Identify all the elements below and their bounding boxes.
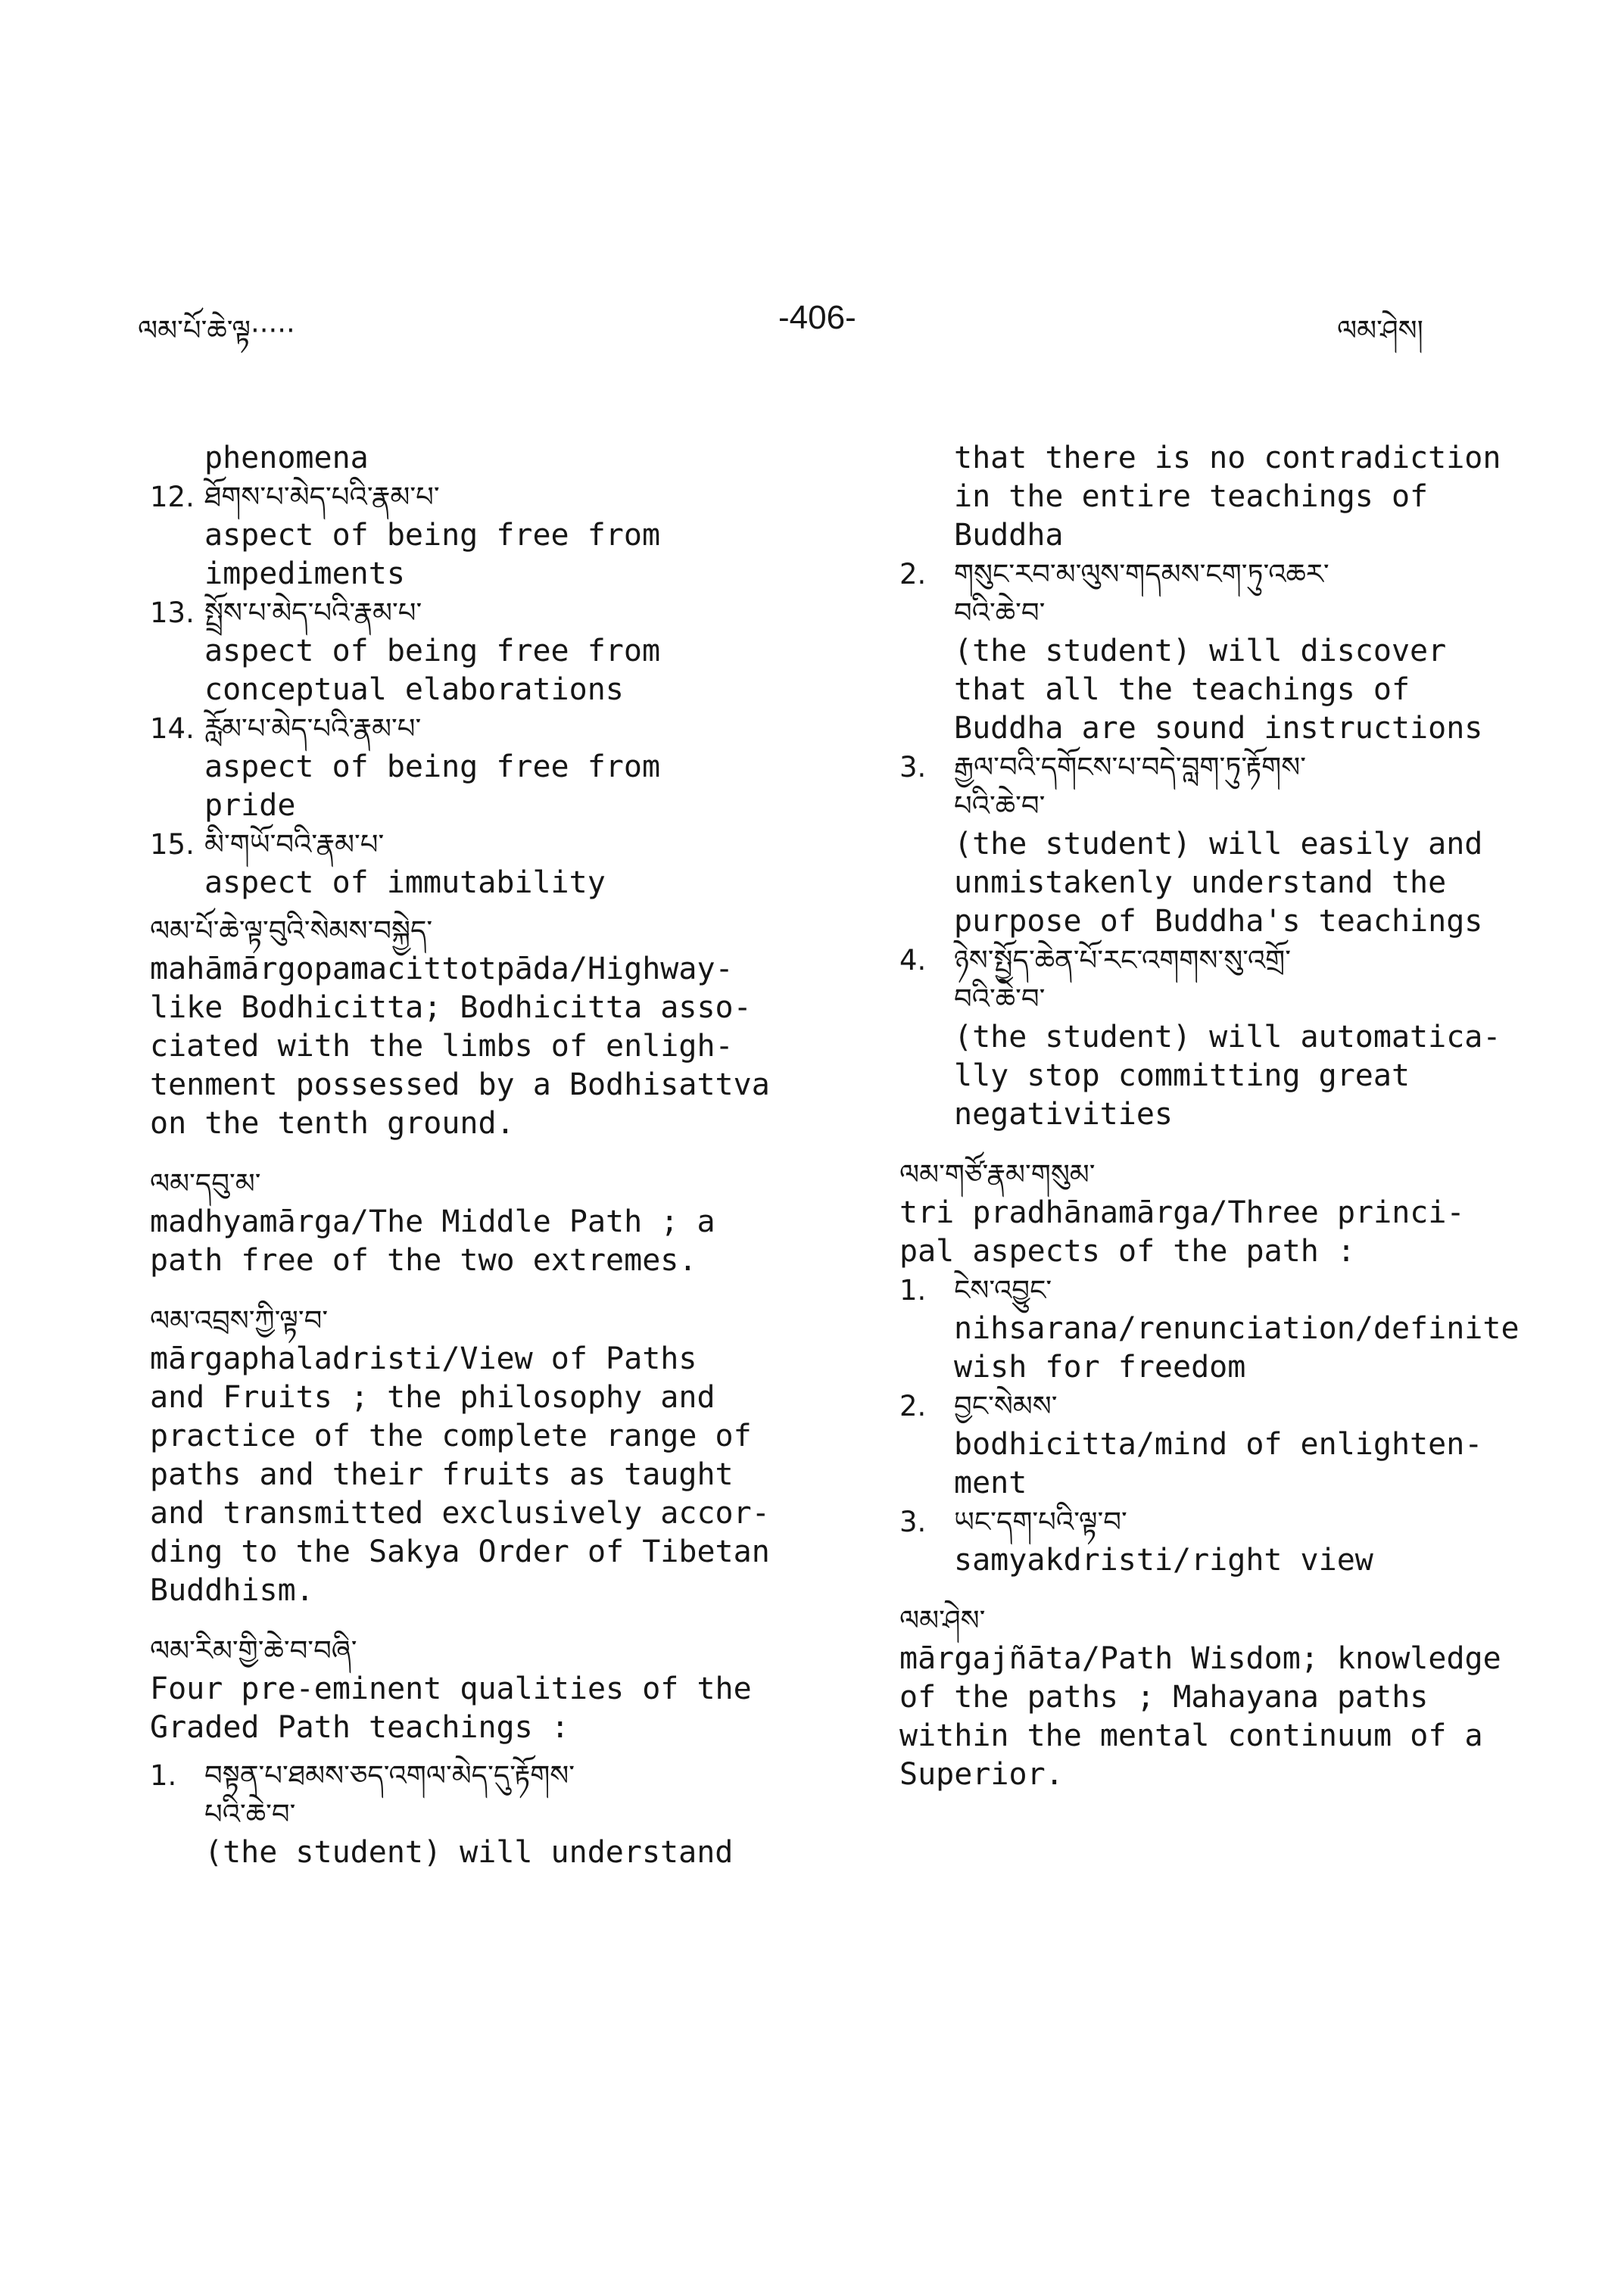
item-number: 12. bbox=[150, 481, 195, 513]
definition: Buddha are sound instructions bbox=[954, 711, 1483, 746]
definition: negativities bbox=[954, 1097, 1173, 1132]
list-item bbox=[150, 594, 831, 709]
definition: mārgajñāta/Path Wisdom; knowledge bbox=[899, 1641, 1501, 1676]
tibetan-term: ཉེས་སྤྱོད་ཆེན་པོ་རང་འགགས་སུ་འགྲོ་ bbox=[954, 944, 1291, 977]
tibetan-term: བྱང་སེམས་ bbox=[954, 1390, 1058, 1422]
list-item bbox=[899, 1503, 1566, 1580]
tibetan-term: ཐོགས་པ་མེད་པའི་རྣམ་པ་ bbox=[204, 481, 440, 513]
item-number: 13. bbox=[150, 597, 195, 629]
dictionary-entry bbox=[150, 1301, 831, 1610]
definition: Four pre-eminent qualities of the bbox=[150, 1671, 752, 1706]
tibetan-headword: ལམ་དབུ་མ་ bbox=[150, 1167, 261, 1200]
definition: (the student) will discover bbox=[954, 634, 1447, 668]
tibetan-term: ཡང་དག་པའི་ལྟ་བ་ bbox=[954, 1506, 1127, 1538]
dictionary-entry bbox=[150, 1631, 831, 1872]
tibetan-headword: ལམ་པོ་ཆེ་ལྟ་བུའི་སེམས་བསྐྱེད་ bbox=[150, 914, 433, 947]
tibetan-term: བའི་ཆེ་བ་ bbox=[954, 597, 1046, 629]
definition: and Fruits ; the philosophy and bbox=[150, 1380, 715, 1415]
item-number: 1. bbox=[899, 1274, 927, 1307]
item-number: 2. bbox=[899, 1390, 927, 1422]
list-item bbox=[899, 1271, 1566, 1387]
definition: mahāmārgopamacittotpāda/Highway- bbox=[150, 952, 734, 986]
list-item bbox=[150, 709, 831, 825]
item-number: 1. bbox=[150, 1759, 177, 1792]
definition: aspect of being free from bbox=[204, 749, 661, 784]
left-column bbox=[150, 439, 831, 1872]
definition: mārgaphaladristi/View of Paths bbox=[150, 1341, 697, 1376]
definition: on the tenth ground. bbox=[150, 1106, 515, 1141]
list-item bbox=[899, 748, 1566, 941]
definition: of the paths ; Mahayana paths bbox=[899, 1680, 1429, 1715]
dictionary-entry bbox=[150, 911, 831, 1143]
dictionary-entry bbox=[899, 1155, 1566, 1580]
running-head-left: ལམ་པོ་ཆེ་ལྟ····· bbox=[138, 314, 295, 347]
item-number: 3. bbox=[899, 1506, 927, 1538]
definition: ding to the Sakya Order of Tibetan bbox=[150, 1534, 770, 1569]
list-item bbox=[899, 555, 1566, 748]
definition: purpose of Buddha's teachings bbox=[954, 904, 1483, 939]
tibetan-term: པའི་ཆེ་བ་ bbox=[954, 790, 1046, 822]
item-number: 3. bbox=[899, 751, 927, 784]
tibetan-term: པའི་ཆེ་བ་ bbox=[204, 1798, 296, 1830]
tibetan-headword: ལམ་ཤེས་ bbox=[899, 1604, 986, 1637]
definition: impediments bbox=[204, 556, 405, 591]
tibetan-headword: ལམ་གཙོ་རྣམ་གསུམ་ bbox=[899, 1158, 1096, 1191]
tibetan-term: བའི་ཆེ་བ་ bbox=[954, 983, 1046, 1015]
definition: like Bodhicitta; Bodhicitta asso- bbox=[150, 990, 752, 1025]
definition: aspect of being free from bbox=[204, 634, 661, 668]
definition: within the mental continuum of a bbox=[899, 1718, 1483, 1753]
tibetan-term: རློམ་པ་མེད་པའི་རྣམ་པ་ bbox=[204, 712, 422, 745]
item-number: 14. bbox=[150, 712, 195, 745]
definition: Superior. bbox=[899, 1757, 1064, 1792]
definition: madhyamārga/The Middle Path ; a bbox=[150, 1204, 715, 1239]
definition: wish for freedom bbox=[954, 1350, 1246, 1385]
definition: that all the teachings of bbox=[954, 672, 1410, 707]
tibetan-term: རྒྱལ་བའི་དགོངས་པ་བདེ་བླག་ཏུ་རྟོགས་ bbox=[954, 751, 1306, 784]
definition: bodhicitta/mind of enlighten- bbox=[954, 1427, 1483, 1462]
dictionary-entry bbox=[899, 1601, 1566, 1794]
tibetan-term: བསྟན་པ་ཐམས་ཅད་འགལ་མེད་དུ་རྟོགས་ bbox=[204, 1759, 575, 1792]
definition: (the student) will automatica- bbox=[954, 1020, 1501, 1055]
definition: nihsarana/renunciation/definite bbox=[954, 1311, 1520, 1346]
item-number: 4. bbox=[899, 944, 927, 977]
definition: Graded Path teachings : bbox=[150, 1710, 569, 1745]
definition: Buddhism. bbox=[150, 1573, 314, 1608]
page-number: -406- bbox=[778, 299, 856, 336]
definition: samyakdristi/right view bbox=[954, 1543, 1373, 1578]
item-number: 15. bbox=[150, 828, 195, 861]
tibetan-headword: ལམ་རིམ་གྱི་ཆེ་བ་བཞི་ bbox=[150, 1634, 357, 1667]
list-item bbox=[899, 1387, 1566, 1503]
definition: and transmitted exclusively accor- bbox=[150, 1496, 770, 1531]
dictionary-entry bbox=[150, 1164, 831, 1280]
definition: (the student) will understand bbox=[204, 1835, 734, 1870]
definition: pride bbox=[204, 788, 296, 823]
running-head-right: ལམ་ཤེས། bbox=[1337, 314, 1423, 347]
definition: paths and their fruits as taught bbox=[150, 1457, 734, 1492]
list-item bbox=[150, 825, 831, 902]
list-item bbox=[150, 478, 831, 594]
definition: (the student) will easily and bbox=[954, 827, 1483, 861]
definition: conceptual elaborations bbox=[204, 672, 624, 707]
continued-definition: phenomena bbox=[204, 441, 369, 475]
tibetan-term: གསུང་རབ་མ་ལུས་གདམས་ངག་ཏུ་འཆར་ bbox=[954, 558, 1329, 590]
tibetan-term: མི་གཡོ་བའི་རྣམ་པ་ bbox=[204, 828, 385, 861]
definition: unmistakenly understand the bbox=[954, 865, 1447, 900]
tibetan-headword: ལམ་འབྲས་ཀྱི་ལྟ་བ་ bbox=[150, 1304, 329, 1337]
right-column bbox=[899, 439, 1566, 1794]
list-item bbox=[899, 941, 1566, 1134]
definition: lly stop committing great bbox=[954, 1058, 1410, 1093]
list-item bbox=[150, 1756, 831, 1872]
definition: tenment possessed by a Bodhisattva bbox=[150, 1067, 770, 1102]
definition: aspect of being free from bbox=[204, 518, 661, 553]
definition: path free of the two extremes. bbox=[150, 1243, 697, 1278]
definition: aspect of immutability bbox=[204, 865, 606, 900]
definition: tri pradhānamārga/Three princi- bbox=[899, 1195, 1465, 1230]
item-number: 2. bbox=[899, 558, 927, 590]
definition: pal aspects of the path : bbox=[899, 1234, 1356, 1269]
continued-definition: that there is no contradiction in the entire teachings of Buddha bbox=[954, 441, 1501, 553]
definition: ciated with the limbs of enligh- bbox=[150, 1029, 734, 1064]
definition: ment bbox=[954, 1466, 1027, 1500]
tibetan-term: ངེས་འབྱུང་ bbox=[954, 1274, 1052, 1307]
tibetan-term: སྤྲོས་པ་མེད་པའི་རྣམ་པ་ bbox=[204, 597, 422, 629]
definition: practice of the complete range of bbox=[150, 1419, 752, 1453]
